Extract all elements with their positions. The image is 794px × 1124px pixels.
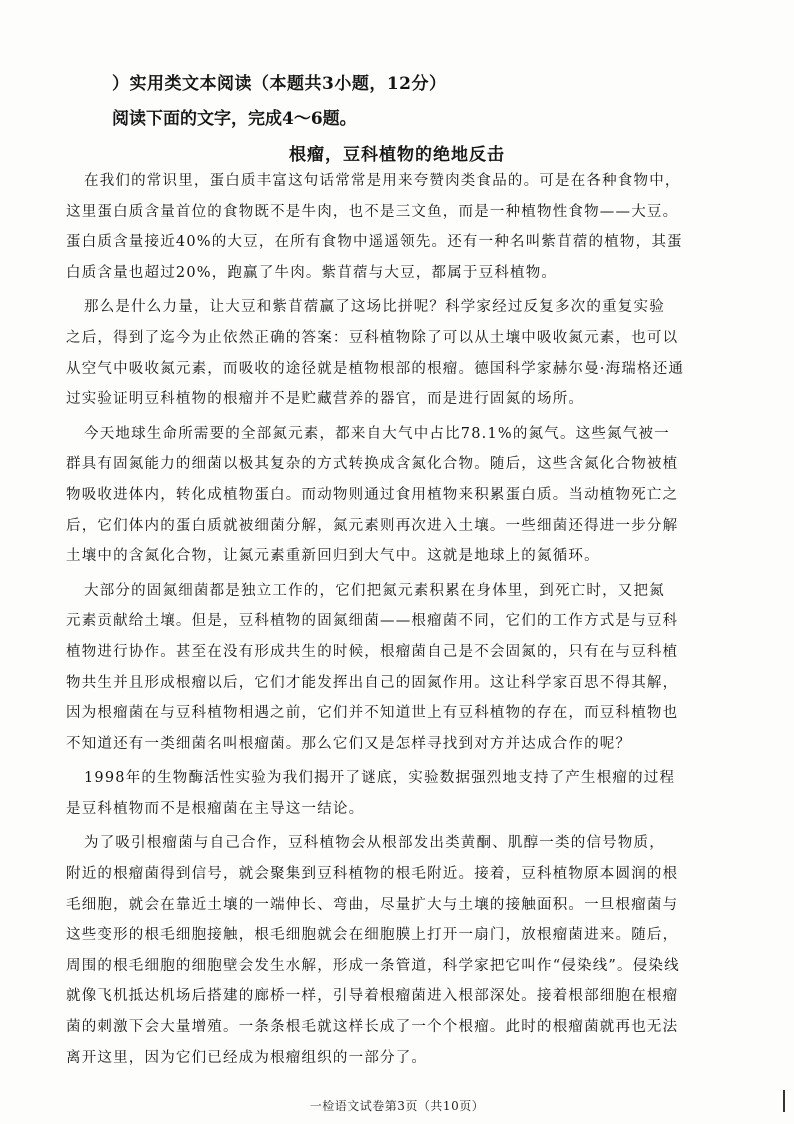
article-paragraph <box>66 166 756 288</box>
page-corner-mark <box>775 1090 785 1112</box>
paragraph-line: 附近的根瘤菌得到信号，就会聚集到豆科植物的根毛附近。接着，豆科植物原本圆润的根 <box>66 866 679 883</box>
paragraph-line: 蛋白质含量接近40%的大豆，在所有食物中遥遥领先。还有一种名叫紫苜蓿的植物，其蛋 <box>66 234 683 251</box>
article-title: 根瘤，豆科植物的绝地反击 <box>289 145 505 165</box>
article-paragraph <box>66 576 756 760</box>
paragraph-line: 今天地球生命所需要的全部氮元素，都来自大气中占比78.1%的氮气。这些氮气被一 <box>84 425 670 442</box>
paragraph-line: 从空气中吸收氮元素，而吸收的途径就是植物根部的根瘤。德国科学家赫尔曼·海瑞格还通 <box>66 360 685 377</box>
paragraph-line: 后，它们体内的蛋白质就被细菌分解，氮元素则再次进入土壤。一些细菌还得进一步分解 <box>66 517 679 534</box>
paragraph-line: 土壤中的含氮化合物，让氮元素重新回归到大气中。这就是地球上的氮循环。 <box>66 548 600 565</box>
paragraph-line: 物吸收进体内，转化成植物蛋白。而动物则通过食用植物来积累蛋白质。当动植物死亡之 <box>66 486 679 503</box>
paragraph-line: 因为根瘤菌在与豆科植物相遇之前，它们并不知道世上有豆科植物的存在，而豆科植物也 <box>66 705 679 722</box>
paragraph-line: 大部分的固氮细菌都是独立工作的，它们把氮元素积累在身体里，到死亡时，又把氮 <box>84 582 665 599</box>
paragraph-line: 之后，得到了迄今为止依然正确的答案：豆科植物除了可以从土壤中吸收氮元素，也可以 <box>66 329 679 346</box>
article-paragraph <box>66 828 756 1073</box>
paragraph-line: 毛细胞，就会在靠近土壤的一端伸长、弯曲，尽量扩大与土壤的接触面积。一旦根瘤菌与 <box>66 896 679 913</box>
article-body <box>66 166 756 1077</box>
paragraph-line: 1998年的生物酶活性实验为我们揭开了谜底，实验数据强烈地支持了产生根瘤的过程 <box>84 770 676 787</box>
article-paragraph <box>66 292 756 414</box>
paragraph-line: 这些变形的根毛细胞接触，根毛细胞就会在细胞膜上打开一扇门，放根瘤菌进来。随后， <box>66 927 679 944</box>
paragraph-line: 过实验证明豆科植物的根瘤并不是贮藏营养的器官，而是进行固氮的场所。 <box>66 391 585 408</box>
paragraph-line: 群具有固氮能力的细菌以极其复杂的方式转换成含氮化合物。随后，这些含氮化合物被植 <box>66 456 679 473</box>
reading-instruction: 阅读下面的文字，完成4～6题。 <box>112 109 357 129</box>
page-footer: 一检语文试卷第3页（共10页） <box>309 1099 485 1113</box>
paragraph-line: 物共生并且形成根瘤以后，它们才能发挥出自己的固氮作用。这让科学家百思不得其解， <box>66 674 679 691</box>
paragraph-line: 在我们的常识里，蛋白质丰富这句话常常是用来夸赞肉类食品的。可是在各种食物中， <box>84 173 681 189</box>
paragraph-line: 为了吸引根瘤菌与自己合作，豆科植物会从根部发出类黄酮、肌醇一类的信号物质， <box>84 835 665 852</box>
section-header: ）实用类文本阅读（本题共3小题，12分） <box>112 74 447 94</box>
paragraph-line: 元素贡献给土壤。但是，豆科植物的固氮细菌——根瘤菌不同，它们的工作方式是与豆科 <box>66 613 679 630</box>
paragraph-line: 那么是什么力量，让大豆和紫苜蓿赢了这场比拼呢？科学家经过反复多次的重复实验 <box>84 299 665 316</box>
paragraph-line: 这里蛋白质含量首位的食物既不是牛肉，也不是三文鱼，而是一种植物性食物——大豆。 <box>66 203 679 220</box>
paragraph-line: 植物进行协作。甚至在没有形成共生的时候，根瘤菌自己是不会固氮的，只有在与豆科植 <box>66 643 679 660</box>
paragraph-line: 菌的刺激下会大量增殖。一条条根毛就这样长成了一个个根瘤。此时的根瘤菌就再也无法 <box>66 1019 679 1036</box>
paragraph-line: 就像飞机抵达机场后搭建的廊桥一样，引导着根瘤菌进入根部深处。接着根部细胞在根瘤 <box>66 988 679 1005</box>
article-paragraph <box>66 763 756 824</box>
paragraph-line: 离开这里，因为它们已经成为根瘤组织的一部分了。 <box>66 1049 428 1066</box>
paragraph-line: 白质含量也超过20%，跑赢了牛肉。紫苜蓿与大豆，都属于豆科植物。 <box>66 264 558 281</box>
paragraph-line: 周围的根毛细胞的细胞壁会发生水解，形成一条管道，科学家把它叫作“侵染线”。侵染线 <box>66 957 680 974</box>
paragraph-line: 是豆科植物而不是根瘤菌在主导这一结论。 <box>66 800 365 817</box>
paragraph-line: 不知道还有一类细菌名叫根瘤菌。那么它们又是怎样寻找到对方并达成合作的呢？ <box>66 735 632 752</box>
article-paragraph <box>66 419 756 572</box>
